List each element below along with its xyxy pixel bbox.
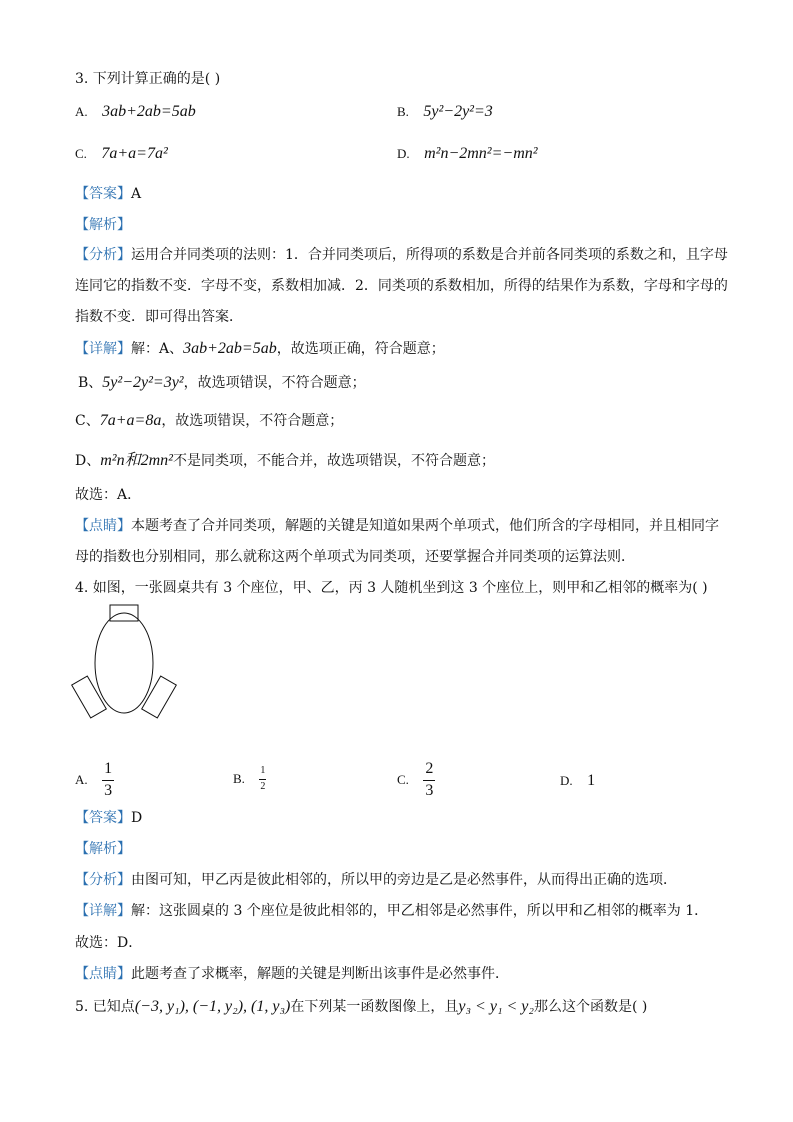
q4-option-b-fraction <box>259 766 266 792</box>
detail-b-post: ，故选项错误，不符合题意； <box>183 375 366 391</box>
detail-d-expr: m²n和2mn² <box>100 452 173 469</box>
detail-tag: 【详解】 <box>75 341 131 357</box>
q3-detail-a <box>75 338 445 358</box>
q3-fenxi-line-1 <box>75 244 728 264</box>
detail-a-expr: 3ab+2ab=5ab <box>183 340 277 357</box>
q3-option-d-letter: D. <box>397 146 410 161</box>
answer-tag: 【答案】 <box>75 186 131 202</box>
q3-detail-b <box>78 372 366 392</box>
answer-value: D <box>131 810 143 826</box>
q4-option-c-fraction <box>423 761 435 800</box>
q4-option-d-letter: D. <box>560 773 573 788</box>
q4-option-a-letter: A. <box>75 772 88 788</box>
detail-text: 解：这张圆桌的 3 个座位是彼此相邻的，甲乙相邻是必然事件，所以甲和乙相邻的概率为 1． <box>131 903 709 919</box>
q4-option-c[interactable] <box>397 761 435 800</box>
q3-option-b-letter: B. <box>397 104 409 119</box>
dianjing-text: 此题考查了求概率，解题的关键是判断出该事件是必然事件． <box>131 966 509 982</box>
answer-tag: 【答案】 <box>75 810 131 826</box>
detail-b-pre: B、 <box>78 375 103 391</box>
dianjing-tag: 【点睛】 <box>75 966 131 982</box>
numerator: 1 <box>260 765 266 776</box>
q4-option-a[interactable] <box>75 761 114 800</box>
q4-option-b-letter: B. <box>233 771 245 786</box>
dianjing-tag: 【点睛】 <box>75 518 131 534</box>
fenxi-tag: 【分析】 <box>75 872 131 888</box>
q4-option-d-value: 1 <box>587 772 596 789</box>
q3-option-a[interactable] <box>75 103 196 121</box>
q5-stem-pre: 5. 已知点 <box>75 999 135 1015</box>
detail-c-expr: 7a+a=8a <box>99 412 162 429</box>
q3-option-b-expr: 5y²−2y²=3 <box>423 103 493 120</box>
q3-answer <box>75 183 141 203</box>
q4-option-a-fraction <box>102 761 114 800</box>
denominator: 2 <box>260 780 266 792</box>
q3-option-b[interactable] <box>397 103 493 121</box>
round-table <box>95 613 153 713</box>
q5-stem-post: 那么这个函数是( ) <box>533 999 648 1015</box>
q3-detail-d <box>75 447 495 470</box>
detail-a-post: ，故选项正确，符合题意； <box>276 341 445 357</box>
q3-option-c-letter: C. <box>75 146 87 161</box>
q5-inequality: y₃ < y₁ < y₂ <box>458 998 534 1015</box>
fenxi-text: 运用合并同类项的法则：1．合并同类项后，所得项的系数是合并前各同类项的系数之和，且字母 <box>131 247 728 263</box>
denominator: 3 <box>425 781 434 799</box>
q3-option-c-expr: 7a+a=7a² <box>101 145 168 162</box>
q5-points: (−3, y₁), (−1, y₂), (1, y₃) <box>134 998 291 1015</box>
numerator: 2 <box>425 760 434 777</box>
seat-right <box>142 676 177 718</box>
q4-dianjing <box>75 963 509 983</box>
detail-a-pre: 解：A、 <box>131 341 184 357</box>
q4-analysis-tag: 【解析】 <box>75 841 131 857</box>
q3-option-d[interactable] <box>397 145 538 163</box>
q4-option-c-letter: C. <box>397 772 409 788</box>
detail-c-post: ，故选项错误，不符合题意； <box>161 413 344 429</box>
q3-option-c[interactable] <box>75 145 168 163</box>
q4-answer <box>75 807 142 827</box>
q4-choose: 故选：D． <box>75 935 143 951</box>
q3-option-d-expr: m²n−2mn²=−mn² <box>424 145 538 162</box>
q5-stem-mid: 在下列某一函数图像上，且 <box>290 999 459 1015</box>
q3-option-a-expr: 3ab+2ab=5ab <box>102 103 196 120</box>
q3-fenxi-line-2: 连同它的指数不变．字母不变，系数相加减．2．同类项的系数相加，所得的结果作为系数，字母和字母的 <box>75 278 728 294</box>
q5-stem <box>75 996 647 1016</box>
denominator: 3 <box>104 781 113 799</box>
fenxi-tag: 【分析】 <box>75 247 131 263</box>
detail-b-expr: 5y²−2y²=3y² <box>102 374 184 391</box>
detail-tag: 【详解】 <box>75 903 131 919</box>
answer-value: A <box>131 186 142 202</box>
q3-analysis-tag: 【解析】 <box>75 217 131 233</box>
q3-dianjing-line-2: 母的指数也分别相同，那么就称这两个单项式为同类项，还要掌握合并同类项的运算法则． <box>75 549 635 565</box>
q3-fenxi-line-3: 指数不变．即可得出答案． <box>75 309 243 325</box>
fenxi-text: 由图可知，甲乙丙是彼此相邻的，所以甲的旁边是乙是必然事件，从而得出正确的选项． <box>131 872 677 888</box>
detail-d-post: 不是同类项，不能合并，故选项错误，不符合题意； <box>172 453 495 469</box>
q4-fenxi <box>75 869 677 889</box>
q3-choose: 故选：A． <box>75 487 142 503</box>
seat-left <box>72 676 107 718</box>
q4-stem: 4. 如图，一张圆桌共有 3 个座位，甲、乙，丙 3 人随机坐到这 3 个座位上，则甲和乙相邻的概率为( ) <box>75 580 708 596</box>
q4-option-d[interactable] <box>560 772 595 790</box>
dianjing-text: 本题考查了合并同类项，解题的关键是知道如果两个单项式，他们所含的字母相同，并且相同字 <box>131 518 719 534</box>
q3-detail-c <box>75 410 343 430</box>
q4-option-b[interactable] <box>233 766 266 792</box>
detail-d-pre: D、 <box>75 453 101 469</box>
numerator: 1 <box>104 760 113 777</box>
q4-detail <box>75 900 708 920</box>
q3-dianjing-line-1 <box>75 515 719 535</box>
round-table-figure <box>68 600 188 730</box>
q3-option-a-letter: A. <box>75 104 88 119</box>
q3-stem: 3. 下列计算正确的是( ) <box>75 71 221 87</box>
detail-c-pre: C、 <box>75 413 100 429</box>
